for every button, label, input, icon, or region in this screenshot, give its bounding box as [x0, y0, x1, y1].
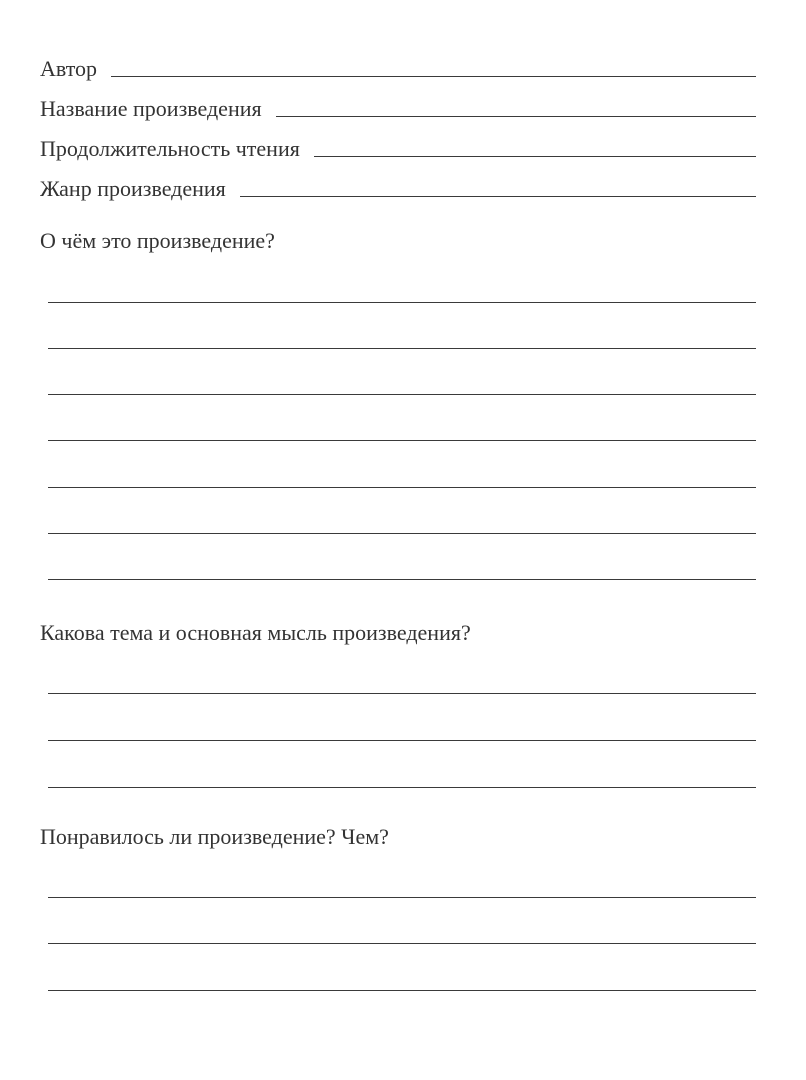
- answer-line[interactable]: [48, 440, 756, 441]
- answer-line[interactable]: [48, 348, 756, 349]
- genre-field[interactable]: [40, 174, 756, 204]
- reading-duration-field[interactable]: [40, 134, 756, 164]
- answer-line[interactable]: [48, 740, 756, 741]
- question-liked: Понравилось ли произведение? Чем?: [40, 824, 389, 849]
- answer-line[interactable]: [48, 693, 756, 694]
- author-label: Автор: [40, 56, 98, 81]
- genre-label: Жанр произведения: [40, 176, 226, 201]
- title-label: Название произведения: [40, 96, 262, 121]
- author-field[interactable]: [40, 54, 756, 84]
- answer-line[interactable]: [48, 579, 756, 580]
- reading-duration-input-line[interactable]: [314, 156, 756, 157]
- answer-line[interactable]: [48, 394, 756, 395]
- answer-line[interactable]: [48, 943, 756, 944]
- reading-duration-label: Продолжительность чтения: [40, 136, 300, 161]
- title-field[interactable]: [40, 94, 756, 124]
- question-about: О чём это произведение?: [40, 228, 275, 253]
- title-input-line[interactable]: [276, 116, 756, 117]
- genre-input-line[interactable]: [240, 196, 756, 197]
- answer-line[interactable]: [48, 302, 756, 303]
- answer-line[interactable]: [48, 533, 756, 534]
- question-theme: Какова тема и основная мысль произведения?: [40, 620, 471, 645]
- answer-line[interactable]: [48, 787, 756, 788]
- answer-line[interactable]: [48, 487, 756, 488]
- answer-line[interactable]: [48, 897, 756, 898]
- answer-line[interactable]: [48, 990, 756, 991]
- author-input-line[interactable]: [111, 76, 756, 77]
